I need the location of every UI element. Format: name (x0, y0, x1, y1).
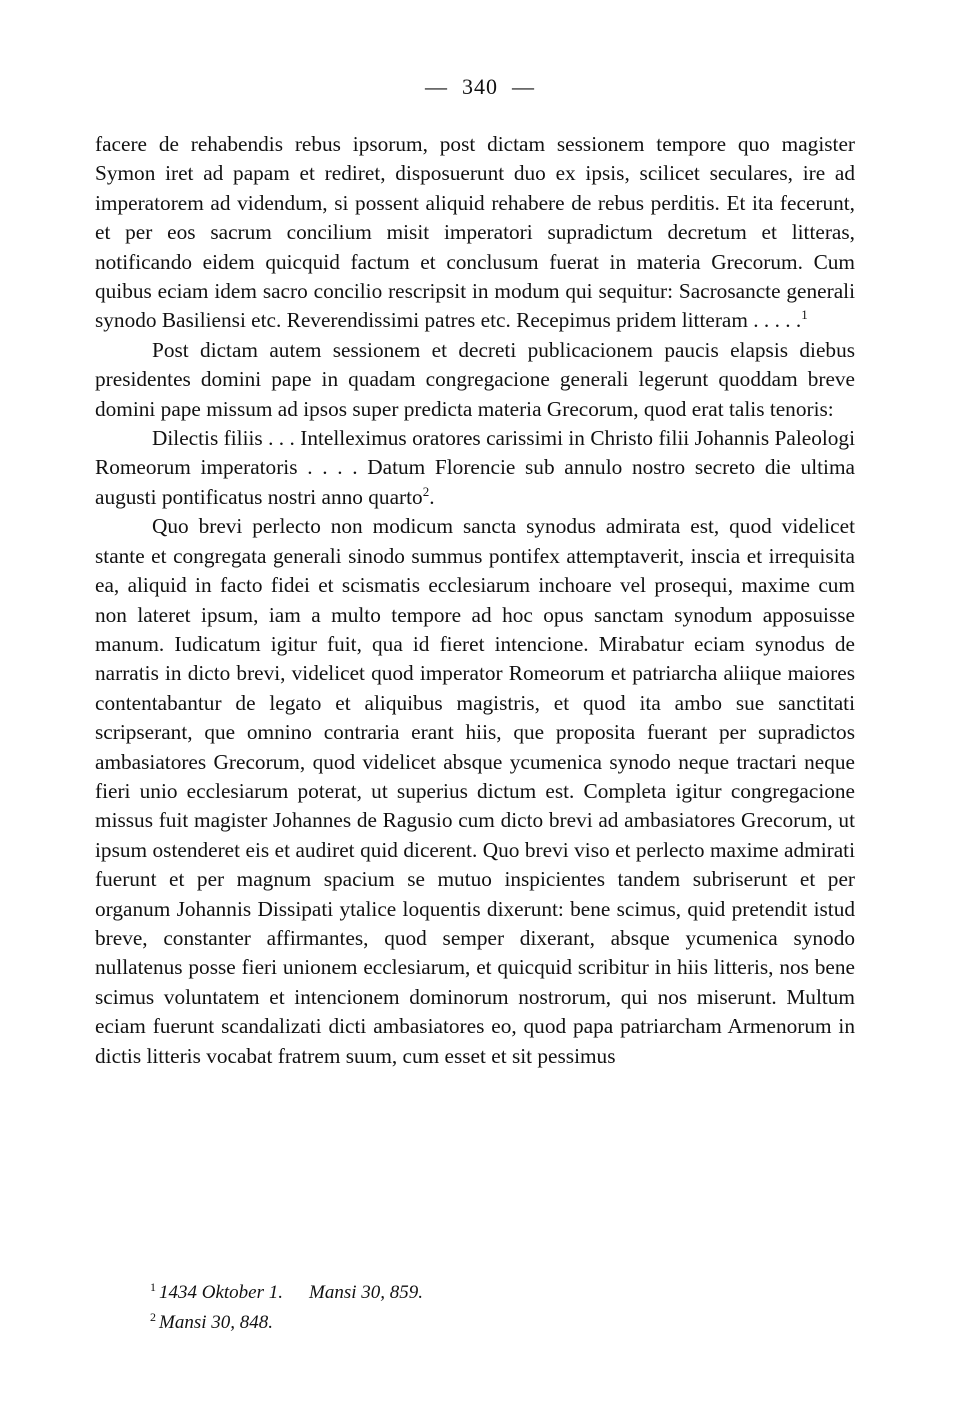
page-number-dash-left: — (425, 74, 448, 99)
paragraph (95, 512, 855, 1071)
footnote (150, 1278, 850, 1308)
page-number-value: 340 (462, 74, 498, 99)
quoted-breve (95, 424, 855, 512)
page-number (0, 74, 960, 100)
footnotes (150, 1278, 850, 1338)
paragraph-text: Post dictam autem sessionem et decreti publicacionem paucis elapsis diebus presidentes domini pape in quadam congregacione generali legerunt quoddam breve domini pape missum ad ipsos super predicta materia Grecorum, quod erat talis tenoris: (95, 337, 855, 421)
footnote (150, 1308, 850, 1338)
footnote-reference: 2 (422, 483, 430, 499)
footnote-text: 1434 Oktober 1. (159, 1282, 284, 1303)
paragraph-continued (95, 130, 855, 336)
paragraph-text: Dilectis filiis . . . Intelleximus oratores carissimi in Christo filii Johannis Paleologi Romeorum imperatoris . . . . Datum Florencie sub annulo nostro secreto die ultima augusti pontificatus nostri anno quarto (95, 426, 855, 509)
footnote-reference: 1 (801, 307, 808, 323)
footnote-number: 1 (150, 1279, 156, 1294)
paragraph (95, 336, 855, 424)
body-text (95, 130, 855, 1071)
footnote-text: Mansi 30, 848. (159, 1312, 273, 1333)
footnote-number: 2 (150, 1309, 156, 1324)
paragraph-tail: . (429, 484, 435, 509)
footnote-text: Mansi 30, 859. (309, 1282, 424, 1303)
paragraph-text: facere de rehabendis rebus ipsorum, post dictam sessionem tempore quo magister Symon iret ad papam et rediret, disposuerunt duo ex ipsis, scilicet seculares, ire ad imperatorem ad videndum, si possent aliquid rehabere de rebus perditis. Et ita fecerunt, et per eos sacrum concilium misit imperatori supradictum decretum et litteras, notificando eidem quicquid factum et conclusum fuerat in materia Grecorum. Cum quibus eciam idem sacro concilio rescripsit in modum qui sequitur: Sacrosancte generali synodo Basiliensi etc. Reverendissimi patres etc. Recepimus pridem litteram . . . . . (95, 132, 855, 333)
page-number-dash-right: — (512, 74, 535, 99)
paragraph-text: Quo brevi perlecto non modicum sancta synodus admirata est, quod videlicet stante et congregata generali sinodo summus pontifex attemptaverit, inscia et irrequisita ea, aliquid in facto fidei et scismatis ecclesiarum inchoare vel prosequi, maxime cum non lateret ipsum, iam a multo tempore ad hoc opus sanctam synodum apposuisse manum. Iudicatum igitur fuit, qua id fieret intencione. Mirabatur eciam synodus de narratis in dicto brevi, videlicet quod imperator Romeorum et patriarcha aliique maiores contentabantur de legato et aliquibus magistris, et quod ita ambo sue sanctitati scripserant, que omnino contraria erant hiis, que proposita fuerant per supradictos ambasiatores Grecorum, quod videlicet absque ycumenica synodo neque tractari neque fieri unio ecclesiarum poterat, ut superius dictum est. Completa igitur congregacione missus fuit magister Johannes de Ragusio cum dicto brevi ad ambasiatores Grecorum, ut ipsum ostenderet eis et audiret quid dicerent. Quo brevi viso et perlecto maxime admirati fuerunt et per magnum spacium se mutuo inspicientes tandem subriserunt et per organum Johannis Dissipati ytalice loquentis dixerunt: bene scimus, quid pretendit istud breve, constanter affirmantes, quod semper dixerant, absque ycumenica synodo nullatenus posse fieri unionem ecclesiarum, et quicquid scribitur in hiis litteris, nos bene scimus voluntatem et intencionem dominorum nostrorum, qui nos miserunt. Multum eciam fuerunt scandalizati dicti ambasiatores eo, quod papa patriarcham Armenorum in dictis litteris vocabat fratrem suum, cum esset et sit pessimus (95, 514, 855, 1068)
